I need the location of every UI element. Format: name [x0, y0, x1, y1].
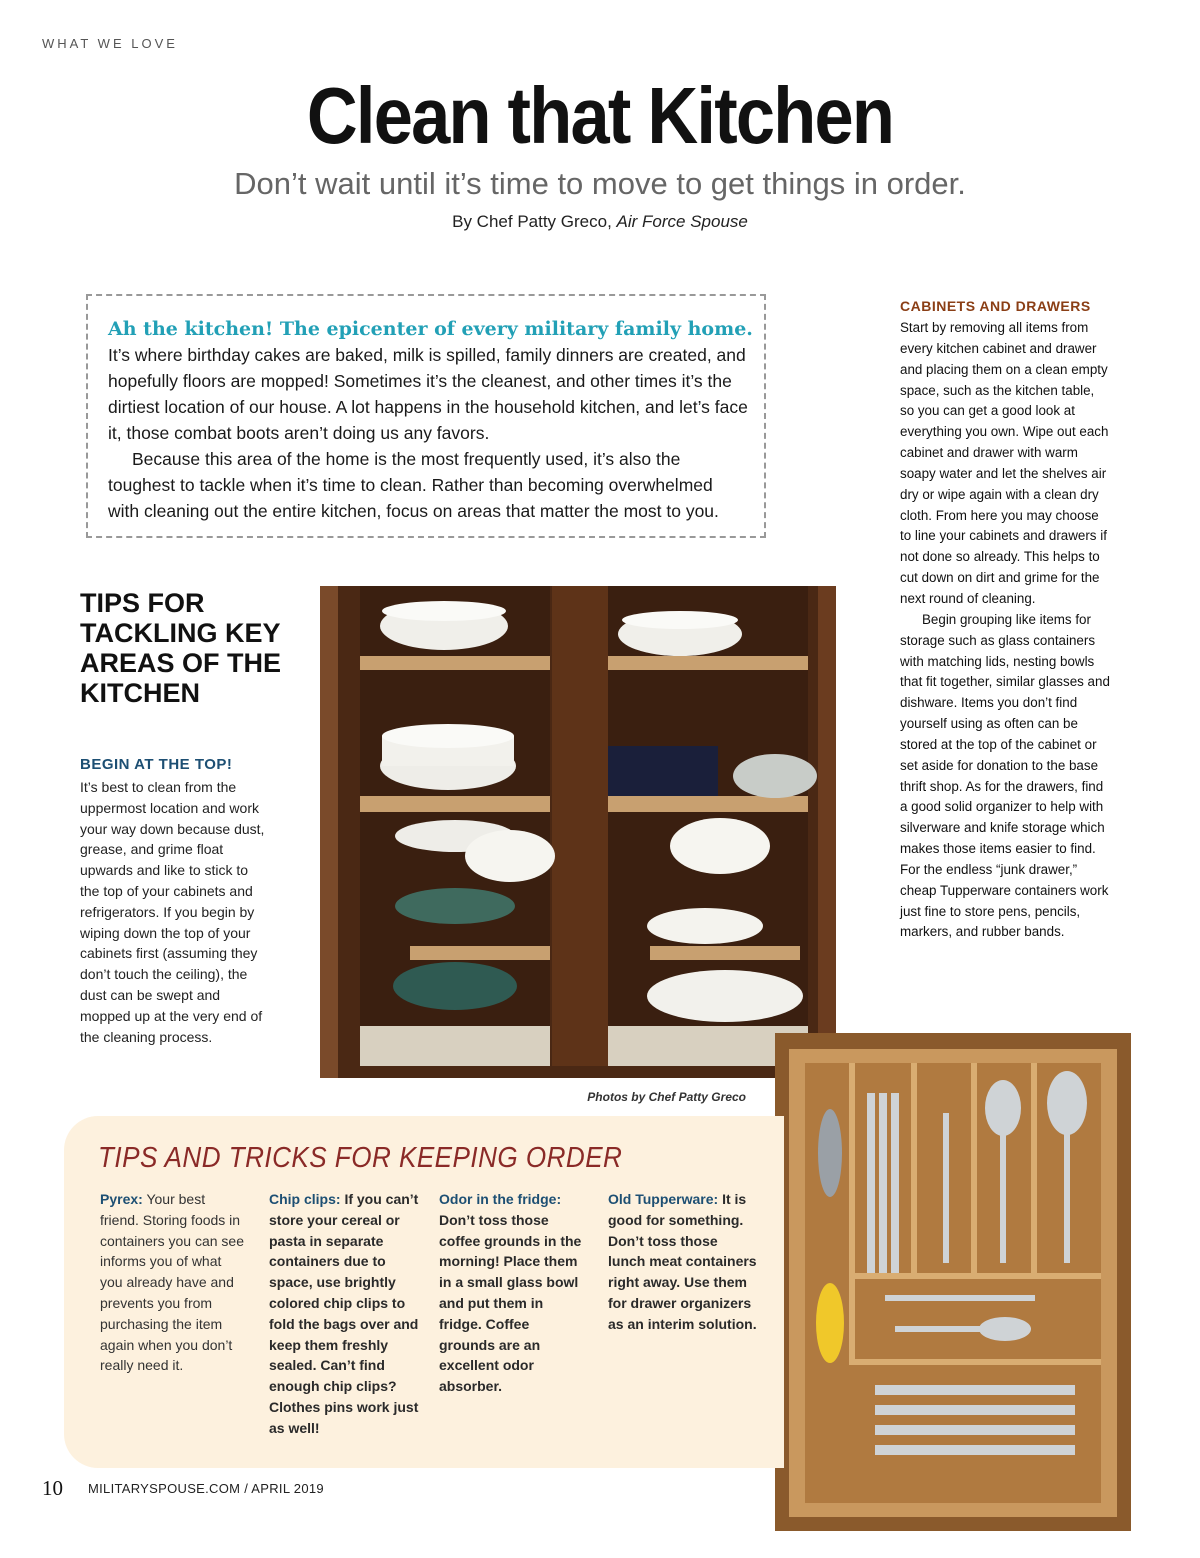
page-number: 10 — [42, 1476, 63, 1500]
article-title: Clean that Kitchen — [306, 71, 894, 160]
tip-text: Your best friend. Storing foods in containers you can see informs you of what you already have and prevents you from purchasing the item again when you don’t really need it. — [100, 1191, 244, 1374]
tricks-heading: TIPS AND TRICKS FOR KEEPING ORDER — [98, 1142, 623, 1174]
cabinets-paragraph-2: Begin grouping like items for storage such as glass containers with matching lids, nesting bowls that fit together, similar glasses and dishware. Items you don’t find yourself using as often can be stored at the top of the cabinet or set aside for donation to the base thrift shop. As for the drawers, find a good solid organizer to help with silverware and knife storage which makes those items easier to find. For the endless “junk drawer,” cheap Tupperware containers work just fine to store pens, pencils, markers, and rubber bands. — [900, 611, 1110, 940]
footer-text: MILITARYSPOUSE.COM / APRIL 2019 — [88, 1481, 324, 1496]
byline-publication: Air Force Spouse — [616, 212, 748, 231]
tip-text: If you can’t store your cereal or pasta in separate containers due to space, use brightly colored chip clips to fold the bags over and keep them freshly sealed. Can’t find enough chip clips? Clothes pins work just as well! — [269, 1191, 419, 1436]
drawer-photo — [775, 1033, 1131, 1531]
intro-lead: Ah the kitchen! The epicenter of every military family home. — [108, 318, 753, 340]
photo-credit: Photos by Chef Patty Greco — [587, 1090, 746, 1104]
intro-paragraph-2: Because this area of the home is the most frequently used, it’s also the toughest to tackle when it’s time to clean. Rather than becoming overwhelmed with cleaning out the entire kitchen, focus on areas that matter the most to you. — [108, 449, 719, 521]
tip-label: Old Tupperware: — [608, 1191, 719, 1207]
cabinet-photo — [320, 586, 836, 1078]
section-label: WHAT WE LOVE — [42, 36, 178, 51]
tip-label: Odor in the fridge: — [439, 1191, 562, 1207]
cabinets-paragraph-1: Start by removing all items from every kitchen cabinet and drawer and placing them on a clean empty space, such as the kitchen table, so you can get a good look at everything you own. Wipe out each cabinet and drawer with warm soapy water and let the shelves air dry or wipe again with a clean dry cloth. From here you may choose to line your cabinets and drawers if not done so already. This helps to cut down on dirt and grime for the next round of cleaning. — [900, 320, 1109, 606]
tip-text: Don’t toss those coffee grounds in the morning! Place them in a small glass bowl and put them in fridge. Coffee grounds are an excellent odor absorber. — [439, 1211, 582, 1395]
tip-label: Chip clips: — [269, 1191, 341, 1207]
begin-at-top-heading: BEGIN AT THE TOP! — [80, 756, 233, 773]
tip-pyrex — [100, 1189, 245, 1376]
cabinets-heading: CABINETS AND DRAWERS — [900, 298, 1091, 314]
tip-label: Pyrex: — [100, 1191, 143, 1207]
tips-heading: TIPS FOR TACKLING KEY AREAS OF THE KITCHEN — [80, 588, 282, 708]
cabinets-body — [900, 318, 1112, 943]
intro-paragraph-1: It’s where birthday cakes are baked, milk is spilled, family dinners are created, and hopefully floors are mopped! Sometimes it’s the cleanest, and other times it’s the dirtiest location of our house. A lot happens in the household kitchen, and let’s face it, those combat boots aren’t doing us any favors. — [108, 345, 748, 443]
byline — [0, 212, 1200, 232]
article-subtitle: Don’t wait until it’s time to move to get things in order. — [234, 166, 966, 201]
byline-author: By Chef Patty Greco, — [452, 212, 617, 231]
begin-at-top-body: It’s best to clean from the uppermost location and work your way down because dust, grease, and grime float upwards and like to stick to the top of your cabinets and refrigerators. If you begin by wiping down the top of your cabinets first (assuming they don’t touch the ceiling), the dust can be swept and mopped up at the very end of the cleaning process. — [80, 779, 265, 1045]
tip-chip-clips — [269, 1189, 419, 1439]
tip-old-tupperware — [608, 1189, 758, 1335]
tip-odor-in-fridge — [439, 1189, 589, 1397]
tip-text: It is good for something. Don’t toss those lunch meat containers right away. Use them for drawer organizers as an interim solution. — [608, 1191, 757, 1332]
